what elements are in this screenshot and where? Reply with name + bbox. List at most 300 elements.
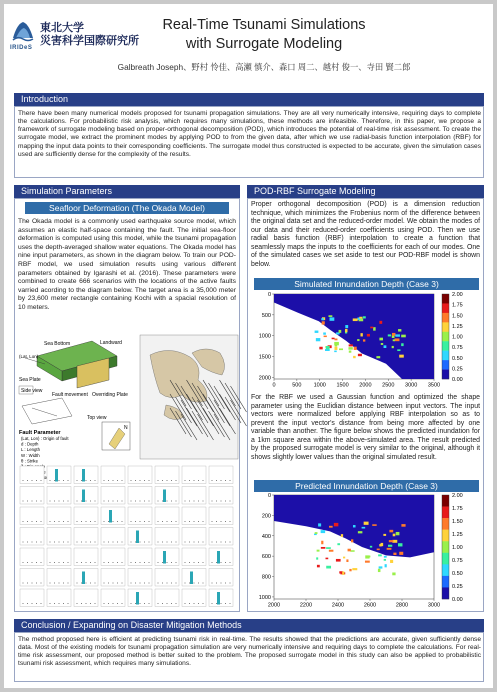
inundation-cell [365, 555, 369, 558]
scenario-point [212, 480, 213, 481]
scenario-point [68, 603, 69, 604]
inundation-cell [379, 566, 383, 568]
scenario-point [95, 603, 96, 604]
scenario-point [203, 603, 204, 604]
scenario-point [185, 603, 186, 604]
scenario-point [189, 542, 190, 543]
scenario-point [68, 583, 69, 584]
simulation-heading: Simulation Parameters [14, 185, 240, 198]
inundation-cell [316, 557, 318, 559]
inundation-cell [396, 532, 400, 535]
scenario-point [185, 562, 186, 563]
scenario-point [171, 583, 172, 584]
scenario-point [171, 501, 172, 502]
inundation-cell [326, 558, 329, 560]
scenario-point [23, 521, 24, 522]
scenario-point [77, 562, 78, 563]
fault-param-item: (Lat, Lon) : Origin of fault [21, 436, 69, 441]
inundation-cell [326, 346, 330, 349]
inundation-cell [376, 356, 380, 358]
scenario-point [23, 480, 24, 481]
scenario-point [140, 501, 141, 502]
scenario-point [198, 603, 199, 604]
inundation-cell [321, 547, 326, 549]
scenario-point [41, 583, 42, 584]
x-tick-label: 2000 [359, 382, 372, 389]
scenario-point [90, 480, 91, 481]
inundation-cell [358, 531, 363, 533]
colorbar-tick-label: 1.50 [452, 519, 463, 525]
scenario-point [54, 501, 55, 502]
scenario-point [90, 603, 91, 604]
inundation-cell [348, 549, 351, 552]
y-tick-label: 800 [261, 574, 271, 581]
scenario-point [27, 583, 28, 584]
scenario-point [122, 521, 123, 522]
colorbar-segment [442, 360, 449, 370]
scenario-bar [82, 469, 85, 482]
scenario-point [36, 521, 37, 522]
scenario-point [117, 603, 118, 604]
y-tick-label: 0 [267, 292, 271, 298]
colorbar-segment [442, 587, 449, 599]
inundation-cell [397, 349, 400, 351]
scenario-point [216, 501, 217, 502]
inundation-cell [392, 333, 395, 336]
scenario-point [149, 583, 150, 584]
scenario-point [203, 562, 204, 563]
scenario-point [144, 501, 145, 502]
scenario-point [59, 562, 60, 563]
scenario-point [63, 542, 64, 543]
scenario-point [194, 542, 195, 543]
colorbar-segment [442, 303, 449, 313]
fault-param-item: W : Width [21, 452, 40, 458]
overriding-plate-label: Overriding Plate [92, 392, 128, 398]
inundation-cell [334, 342, 339, 345]
inundation-cell [377, 549, 380, 551]
scenario-bar [163, 551, 166, 564]
inundation-cell [378, 569, 381, 572]
inundation-cell [365, 561, 370, 563]
scenario-point [189, 583, 190, 584]
scenario-point [144, 542, 145, 543]
colorbar-tick-label: 1.75 [452, 302, 463, 309]
scenario-point [41, 480, 42, 481]
inundation-cell [323, 332, 326, 334]
x-tick-label: 1000 [313, 382, 326, 389]
logo-university: 東北大学 [40, 22, 84, 34]
inundation-cell [393, 534, 396, 537]
inundation-cell [342, 571, 344, 574]
inundation-cell [349, 351, 352, 353]
inundation-cell [353, 356, 356, 358]
scenario-point [171, 603, 172, 604]
scenario-point [221, 562, 222, 563]
colorbar-segment [442, 553, 449, 565]
scenario-point [122, 583, 123, 584]
inundation-cell [364, 522, 369, 525]
inundation-cell [353, 525, 356, 527]
scenario-point [216, 480, 217, 481]
scenario-point [50, 583, 51, 584]
scenario-point [140, 603, 141, 604]
inundation-cell [393, 339, 395, 341]
scenario-point [63, 583, 64, 584]
north-label: N [124, 425, 128, 431]
scenario-point [23, 583, 24, 584]
scenario-point [144, 562, 145, 563]
scenario-point [185, 501, 186, 502]
scenario-point [50, 562, 51, 563]
scenario-point [131, 562, 132, 563]
x-tick-label: 1500 [336, 382, 349, 389]
scenario-point [104, 521, 105, 522]
scenario-point [185, 583, 186, 584]
scenario-point [167, 501, 168, 502]
inundation-cell [326, 547, 331, 549]
colorbar-segment [442, 495, 449, 507]
scenario-point [225, 583, 226, 584]
scenario-point [162, 562, 163, 563]
scenario-point [104, 480, 105, 481]
scenario-point [32, 603, 33, 604]
poster-title [134, 16, 394, 54]
scenario-bar [217, 551, 220, 564]
scenario-point [36, 562, 37, 563]
x-tick-label: 2500 [382, 382, 395, 389]
colorbar-tick-label: 2.00 [452, 292, 463, 298]
scenario-point [108, 542, 109, 543]
scenario-point [194, 583, 195, 584]
scenario-point [171, 521, 172, 522]
scenario-point [221, 521, 222, 522]
sea-plate-label: Sea Plate [19, 377, 41, 383]
scenario-point [230, 501, 231, 502]
scenario-point [50, 501, 51, 502]
title-line-2: with Surrogate Modeling [185, 36, 343, 52]
scenario-point [77, 480, 78, 481]
scenario-point [216, 562, 217, 563]
scenario-point [23, 501, 24, 502]
y-tick-label: 400 [261, 533, 271, 540]
scenario-point [189, 562, 190, 563]
colorbar-tick-label: 0.00 [452, 597, 463, 603]
inundation-cell [345, 325, 348, 328]
scenario-point [113, 501, 114, 502]
inundation-cell [330, 317, 335, 320]
scenario-bar [163, 490, 166, 503]
scenario-point [203, 583, 204, 584]
inundation-cell [388, 545, 392, 547]
scenario-point [95, 562, 96, 563]
inundation-cell [329, 550, 334, 552]
scenario-point [122, 542, 123, 543]
scenario-point [68, 521, 69, 522]
scenario-point [230, 480, 231, 481]
inundation-cell [317, 565, 320, 568]
scenario-point [176, 583, 177, 584]
predicted-fig-heading: Predicted Innundation Depth (Case 3) [254, 480, 479, 492]
scenario-point [198, 521, 199, 522]
colorbar-tick-label: 0.50 [452, 355, 463, 362]
scenario-point [59, 521, 60, 522]
scenario-point [108, 480, 109, 481]
scenario-point [108, 603, 109, 604]
colorbar-segment [442, 332, 449, 342]
simulation-body: The Okada model is a commonly used earthquake source model, which assumes an elastic half-space containing the fault. The initial sea-floor deformation is computed using this model, while the tsunami propagation uses the depth-averaged shallow water equations. The Okada model has nine input parameters, as shown in the diagram below. To train our POD-RBF model, we used simulation results using various different parameters obtained by Igarashi et al. (2016). These parameters were combined to create 666 scenarios with the locations of the active faults varried acording to the diagram below. The target area is a 35,000 meter by 23,600 meter rectangle containing Kochi with a spacial resolution of 10 meters. [18, 218, 236, 311]
inundation-cell [393, 553, 396, 555]
inundation-cell [379, 321, 382, 324]
scenario-point [54, 583, 55, 584]
x-tick-label: 2800 [395, 602, 409, 609]
scenario-point [122, 603, 123, 604]
scenario-point [171, 562, 172, 563]
inundation-cell [317, 550, 320, 552]
scenario-point [144, 480, 145, 481]
scenario-point [194, 562, 195, 563]
scenario-point [162, 480, 163, 481]
inundation-cell [334, 351, 337, 353]
scenario-point [149, 501, 150, 502]
scenario-point [41, 562, 42, 563]
scenario-point [135, 542, 136, 543]
scenario-point [77, 521, 78, 522]
colorbar-tick-label: 1.75 [452, 506, 463, 512]
colorbar-tick-label: 0.75 [452, 558, 463, 564]
inundation-cell [362, 527, 366, 529]
colorbar-segment [442, 351, 449, 361]
inundation-cell [367, 334, 370, 337]
scenario-point [203, 542, 204, 543]
inundation-cell [398, 329, 401, 331]
inundation-cell [339, 348, 343, 350]
scenario-point [158, 480, 159, 481]
scenario-point [135, 480, 136, 481]
scenario-point [144, 521, 145, 522]
scenario-point [90, 521, 91, 522]
conclusion-body: The method proposed here is efficient at predicting tsunami risk in real-time. The results showed that the predictions are accurate, given sufficiently dense data. Most of the existing models for tsunami propagation simulation are very numerically intensive and requiring days to complete the calculations. For real-time risk assessment, our proposed method is better suited to the problem. The proposed surrogate model in this study can also be applied to probabilistic tsunami risk assessment, which requires many simulations. [18, 636, 481, 668]
scenario-point [230, 583, 231, 584]
scenario-point [32, 521, 33, 522]
scenario-point [68, 501, 69, 502]
fault-param-title: Fault Parameter [19, 430, 61, 436]
scenario-point [194, 603, 195, 604]
scenario-point [41, 542, 42, 543]
scenario-point [36, 583, 37, 584]
inundation-cell [388, 334, 391, 336]
inundation-cell [370, 546, 372, 548]
scenario-point [117, 562, 118, 563]
scenario-point [225, 501, 226, 502]
scenario-point [41, 501, 42, 502]
scenario-point [158, 521, 159, 522]
scenario-point [81, 501, 82, 502]
colorbar-segment [442, 313, 449, 323]
scenario-point [50, 480, 51, 481]
scenario-point [113, 542, 114, 543]
inundation-cell [381, 343, 383, 345]
scenario-point [230, 542, 231, 543]
scenario-point [131, 501, 132, 502]
scenario-point [36, 542, 37, 543]
scenario-point [122, 501, 123, 502]
x-tick-label: 3000 [405, 382, 418, 389]
fault-param-item: θ : Strike [21, 458, 38, 464]
colorbar-tick-label: 0.50 [452, 571, 463, 577]
scenario-point [162, 521, 163, 522]
inundation-cell [395, 334, 400, 336]
scenario-point [189, 521, 190, 522]
scenario-point [41, 603, 42, 604]
scenario-bar [82, 572, 85, 585]
scenario-point [36, 501, 37, 502]
scenario-point [167, 583, 168, 584]
inundation-cell [363, 316, 366, 318]
scenario-point [171, 542, 172, 543]
scenario-point [135, 583, 136, 584]
landward-label: Landward [100, 340, 122, 346]
scenario-point [212, 583, 213, 584]
scenario-point [86, 542, 87, 543]
inundation-cell [336, 559, 341, 562]
scenario-point [189, 501, 190, 502]
scenario-point [149, 562, 150, 563]
inundation-cell [360, 333, 362, 336]
scenario-point [167, 542, 168, 543]
x-tick-label: 0 [272, 382, 276, 389]
scenario-point [149, 480, 150, 481]
inundation-cell [326, 566, 331, 569]
scenario-point [117, 480, 118, 481]
inundation-cell [384, 345, 387, 348]
inundation-cell [379, 338, 383, 341]
scenario-point [32, 542, 33, 543]
scenario-point [95, 583, 96, 584]
scenario-point [86, 603, 87, 604]
scenario-point [158, 501, 159, 502]
scenario-point [27, 501, 28, 502]
scenario-point [225, 521, 226, 522]
scenario-point [32, 480, 33, 481]
inundation-cell [346, 559, 348, 562]
inundation-cell [349, 344, 353, 346]
inundation-cell [359, 317, 362, 319]
scenario-point [225, 542, 226, 543]
scenario-point [162, 603, 163, 604]
scenario-point [77, 501, 78, 502]
scenario-point [54, 562, 55, 563]
colorbar-tick-label: 1.25 [452, 323, 463, 330]
scenario-point [216, 583, 217, 584]
introduction-panel [14, 106, 484, 178]
y-tick-label: 600 [261, 554, 271, 561]
pod-rbf-body-1: Proper orthogonal decomposition (POD) is a dimension reduction technique, which minimizes the Frobenius norm of the difference between the original data set and the reduced-order model. We obtain the modes of our data and their reduced-order coefficients using POD. Then we use radial basis function (RBF) interpolation to create a function that seamlessly maps the inputs to the coefficients for each of our modes. One of the simulated cases we set aside to test our POD-RBF model is shown below. [251, 201, 480, 268]
scenario-point [27, 542, 28, 543]
scenario-point [212, 521, 213, 522]
inundation-cell [392, 572, 395, 575]
scenario-point [117, 542, 118, 543]
scenario-point [167, 480, 168, 481]
colorbar-segment [442, 322, 449, 332]
title-line-1: Real-Time Tsunami Simulations [162, 17, 366, 33]
scenario-bar [217, 592, 220, 605]
scenario-bar [109, 510, 112, 523]
colorbar-segment [442, 294, 449, 304]
inundation-cell [341, 534, 343, 537]
colorbar-tick-label: 0.25 [452, 584, 463, 590]
scenario-point [135, 562, 136, 563]
inundation-cell [381, 543, 384, 546]
logo-institute: 災害科学国際研究所 [40, 35, 139, 47]
scenario-point [158, 542, 159, 543]
scenario-point [203, 501, 204, 502]
scenario-point [158, 583, 159, 584]
poster [4, 4, 493, 688]
scenario-point [90, 501, 91, 502]
scenario-point [144, 603, 145, 604]
y-tick-label: 1000 [258, 594, 271, 601]
scenario-point [203, 480, 204, 481]
inundation-cell [385, 564, 387, 567]
scenario-point [32, 583, 33, 584]
scenario-point [198, 583, 199, 584]
y-tick-label: 0 [267, 493, 271, 499]
scenario-point [54, 521, 55, 522]
scenario-bar [190, 572, 193, 585]
scenario-point [225, 603, 226, 604]
scenario-point [50, 521, 51, 522]
colorbar-segment [442, 370, 449, 380]
scenario-point [90, 583, 91, 584]
scenario-bar [136, 592, 139, 605]
iride-logo-mark-icon [10, 18, 36, 44]
inundation-cell [352, 568, 357, 570]
scenario-point [36, 603, 37, 604]
scenario-point [50, 603, 51, 604]
scenario-point [140, 562, 141, 563]
scenario-point [50, 542, 51, 543]
scenario-point [68, 480, 69, 481]
scenario-point [77, 603, 78, 604]
scenario-point [221, 603, 222, 604]
inundation-cell [370, 327, 373, 329]
scenario-point [189, 480, 190, 481]
inundation-cell [349, 569, 351, 571]
scenario-point [104, 501, 105, 502]
scenario-point [230, 603, 231, 604]
scenario-point [54, 603, 55, 604]
scenario-point [108, 501, 109, 502]
fault-diagram [17, 336, 135, 464]
top-view-label: Top view [87, 415, 107, 421]
inundation-cell [329, 526, 333, 528]
scenario-point [81, 603, 82, 604]
scenario-point [176, 501, 177, 502]
inundation-cell [348, 347, 352, 350]
scenario-point [27, 521, 28, 522]
inundation-cell [334, 347, 337, 350]
scenario-point [212, 501, 213, 502]
scenario-point [81, 542, 82, 543]
scenario-point [113, 603, 114, 604]
scenario-point [176, 542, 177, 543]
scenario-point [167, 562, 168, 563]
scenario-point [212, 603, 213, 604]
introduction-heading: Introduction [14, 93, 484, 106]
lat-lon-label: (Lat, Lon) [19, 354, 39, 359]
scenario-point [117, 521, 118, 522]
